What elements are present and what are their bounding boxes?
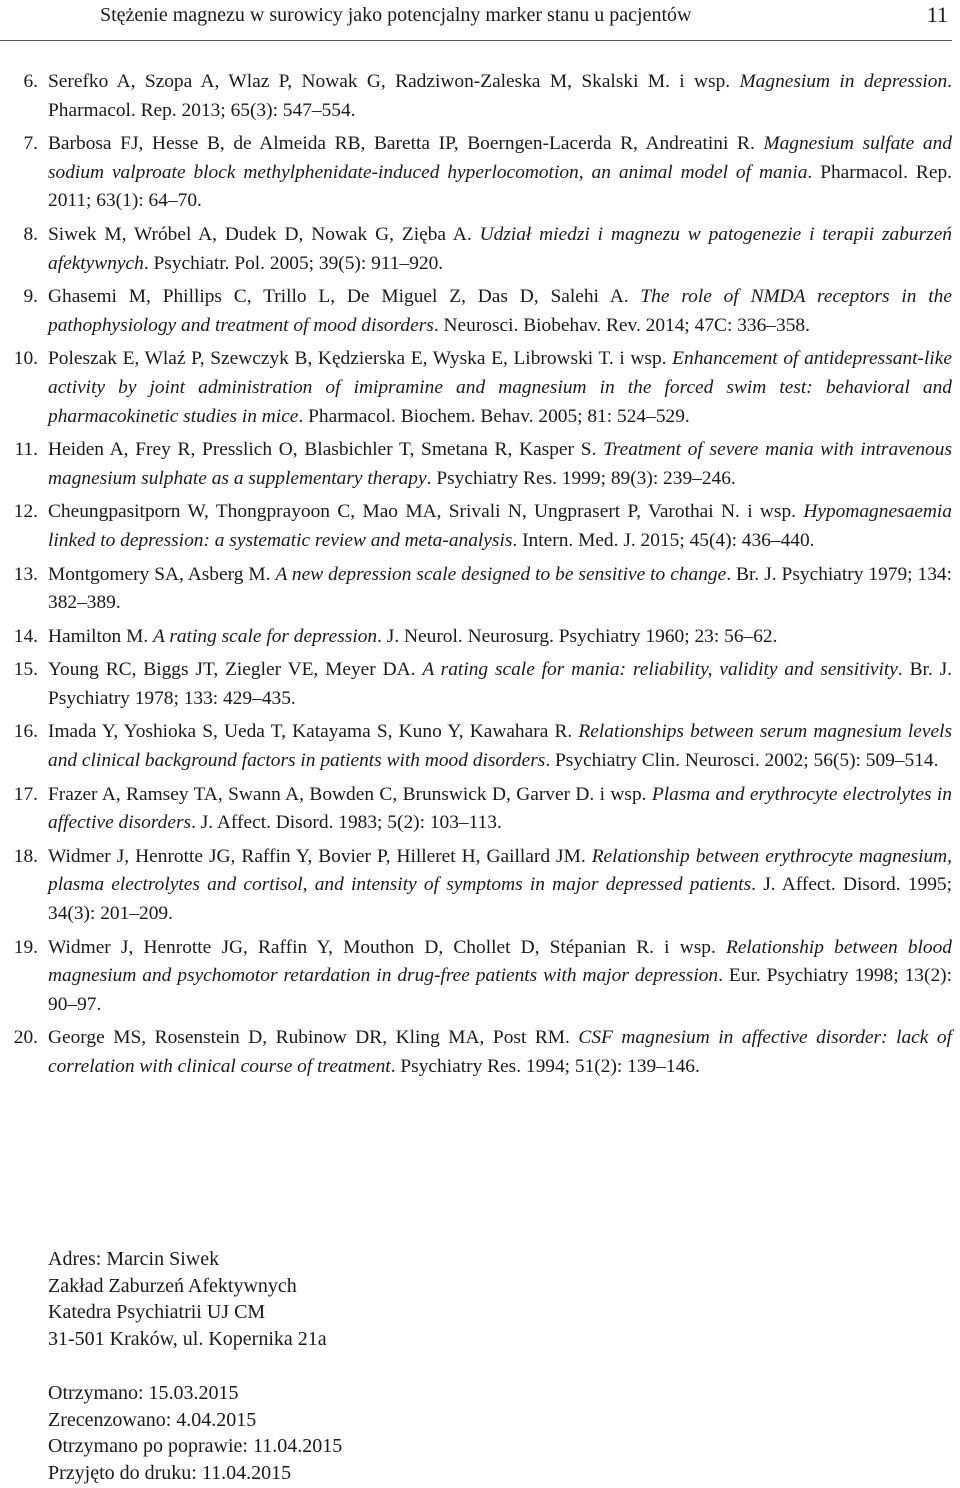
address-line: Zakład Zaburzeń Afektywnych	[48, 1274, 297, 1297]
reference-item	[0, 68, 952, 125]
reference-title: CSF magnesium in affective disorder: lack of correlation with clinical course of treatment	[48, 1027, 952, 1077]
reference-source: . Psychiatry Res. 1999; 89(3): 239–246.	[426, 467, 736, 489]
reference-item	[0, 656, 952, 713]
manuscript-dates	[48, 1380, 342, 1486]
date-revised: Otrzymano po poprawie: 11.04.2015	[48, 1435, 343, 1457]
reference-authors: Heiden A, Frey R, Presslich O, Blasbichler T, Smetana R, Kasper S.	[48, 439, 604, 461]
reference-title: The role of NMDA receptors in the pathophysiology and treatment of mood disorders	[48, 286, 952, 336]
reference-number: 16.	[13, 721, 38, 743]
reference-number: 10.	[13, 348, 38, 370]
reference-source: . Psychiatr. Pol. 2005; 39(5): 911–920.	[143, 252, 444, 274]
reference-number: 12.	[13, 501, 38, 523]
reference-number: 8.	[23, 223, 38, 245]
reference-title: Udział miedzi i magnezu w patogenezie i terapii zaburzeń afektywnych	[48, 223, 952, 274]
reference-source: . Intern. Med. J. 2015; 45(4): 436–440.	[512, 529, 815, 551]
reference-list	[0, 68, 952, 1087]
reference-source: . Br. J. Psychiatry 1978; 133: 429–435.	[48, 659, 953, 709]
reference-item	[0, 436, 952, 493]
reference-number: 11.	[14, 439, 38, 461]
reference-authors: Widmer J, Henrotte JG, Raffin Y, Mouthon D, Chollet D, Stépanian R. i wsp.	[48, 936, 726, 958]
reference-item	[0, 1024, 952, 1081]
reference-number: 17.	[13, 783, 38, 805]
reference-item	[0, 781, 952, 838]
reference-title: Treatment of severe mania with intravenous magnesium sulphate as a supplementary therapy	[48, 439, 952, 489]
reference-item	[0, 498, 952, 555]
reference-source: . Pharmacol. Biochem. Behav. 2005; 81: 524–529.	[298, 405, 690, 427]
reference-source: . Pharmacol. Rep. 2011; 63(1): 64–70.	[48, 161, 952, 212]
reference-number: 7.	[23, 133, 38, 155]
reference-source: . Neurosci. Biobehav. Rev. 2014; 47C: 336–358.	[433, 314, 810, 336]
reference-authors: Widmer J, Henrotte JG, Raffin Y, Bovier P, Hilleret H, Gaillard JM.	[48, 845, 592, 867]
reference-item	[0, 934, 952, 1020]
reference-number: 14.	[13, 625, 38, 647]
reference-number: 13.	[13, 563, 38, 585]
reference-authors: Imada Y, Yoshioka S, Ueda T, Katayama S, Kuno Y, Kawahara R.	[48, 721, 579, 743]
reference-title: Magnesium sulfate and sodium valproate block methylphenidate-induced hyperlocomotion, an animal model of mania	[48, 133, 952, 183]
reference-title: A rating scale for depression	[153, 625, 378, 647]
reference-number: 6.	[23, 71, 38, 92]
reference-authors: Poleszak E, Wlaź P, Szewczyk B, Kędzierska E, Wyska E, Librowski T. i wsp.	[48, 348, 673, 370]
reference-number: 15.	[13, 659, 38, 681]
reference-item	[0, 843, 952, 929]
reference-number: 20.	[13, 1027, 38, 1049]
reference-title: Relationships between serum magnesium levels and clinical background factors in patients with mood disorders	[48, 721, 953, 772]
reference-item	[0, 345, 952, 431]
running-title: Stężenie magnezu w surowicy jako potencjalny marker stanu u pacjentów	[100, 4, 692, 26]
reference-authors: Montgomery SA, Asberg M.	[48, 563, 276, 585]
running-header	[0, 0, 960, 42]
reference-source: . J. Affect. Disord. 1995; 34(3): 201–209.	[48, 874, 952, 925]
reference-authors: Barbosa FJ, Hesse B, de Almeida RB, Baretta IP, Boerngen-Lacerda R, Andreatini R.	[48, 133, 764, 155]
reference-authors: Young RC, Biggs JT, Ziegler VE, Meyer DA.	[48, 659, 423, 681]
reference-source: . J. Neurol. Neurosurg. Psychiatry 1960; 23: 56–62.	[377, 625, 778, 647]
page-number: 11	[926, 2, 948, 27]
reference-source: . J. Affect. Disord. 1983; 5(2): 103–113.	[191, 812, 502, 834]
reference-source: . Eur. Psychiatry 1998; 13(2): 90–97.	[48, 965, 952, 1015]
address-line: 31-501 Kraków, ul. Kopernika 21a	[48, 1327, 327, 1350]
reference-authors: Siwek M, Wróbel A, Dudek D, Nowak G, Zięba A.	[48, 223, 480, 245]
reference-source: . Br. J. Psychiatry 1979; 134: 382–389.	[48, 563, 953, 614]
correspondence-address	[48, 1246, 327, 1352]
reference-authors: Frazer A, Ramsey TA, Swann A, Bowden C, Brunswick D, Garver D. i wsp.	[48, 783, 652, 805]
address-line: Katedra Psychiatrii UJ CM	[48, 1301, 266, 1323]
reference-title: Plasma and erythrocyte electrolytes in affective disorders	[48, 783, 952, 834]
reference-source: . Psychiatry Clin. Neurosci. 2002; 56(5): 509–514.	[545, 750, 939, 772]
reference-source: . Pharmacol. Rep. 2013; 65(3): 547–554.	[48, 71, 953, 121]
reference-title: Relationship between blood magnesium and psychomotor retardation in drug-free patients with major depression	[48, 936, 952, 987]
date-received: Otrzymano: 15.03.2015	[48, 1382, 239, 1404]
reference-item	[0, 623, 952, 652]
reference-authors: Serefko A, Szopa A, Wlaz P, Nowak G, Radziwon-Zaleska M, Skalski M. i wsp.	[48, 71, 740, 92]
reference-authors: George MS, Rosenstein D, Rubinow DR, Kling MA, Post RM.	[48, 1027, 579, 1049]
reference-authors: Ghasemi M, Phillips C, Trillo L, De Miguel Z, Das D, Salehi A.	[48, 286, 641, 308]
date-accepted: Przyjęto do druku: 11.04.2015	[48, 1461, 292, 1484]
date-reviewed: Zrecenzowano: 4.04.2015	[48, 1408, 257, 1431]
reference-number: 19.	[13, 936, 38, 958]
reference-title: Enhancement of antidepressant-like activity by joint administration of imipramine and magnesium in the forced swim test: behavioral and pharmacokinetic studies in mice	[48, 348, 952, 427]
reference-item	[0, 130, 952, 216]
reference-authors: Hamilton M.	[48, 625, 154, 647]
address-line: Adres: Marcin Siwek	[48, 1248, 220, 1270]
reference-title: Magnesium in depression	[739, 71, 948, 92]
reference-source: . Psychiatry Res. 1994; 51(2): 139–146.	[390, 1056, 700, 1077]
reference-authors: Cheungpasitporn W, Thongprayoon C, Mao MA, Srivali N, Ungprasert P, Varothai N. i wsp.	[48, 501, 804, 523]
reference-item	[0, 221, 952, 278]
reference-title: A new depression scale designed to be sensitive to change	[275, 563, 727, 585]
reference-item	[0, 283, 952, 340]
reference-number: 18.	[13, 845, 38, 867]
reference-item	[0, 561, 952, 618]
reference-title: Hypomagnesaemia linked to depression: a systematic review and meta-analysis	[48, 501, 952, 551]
reference-title: A rating scale for mania: reliability, validity and sensitivity	[422, 659, 898, 681]
reference-number: 9.	[23, 286, 38, 308]
reference-item	[0, 718, 952, 775]
header-rule	[0, 40, 952, 41]
reference-title: Relationship between erythrocyte magnesium, plasma electrolytes and cortisol, and intensity of symptoms in major depressed patients	[48, 845, 953, 896]
